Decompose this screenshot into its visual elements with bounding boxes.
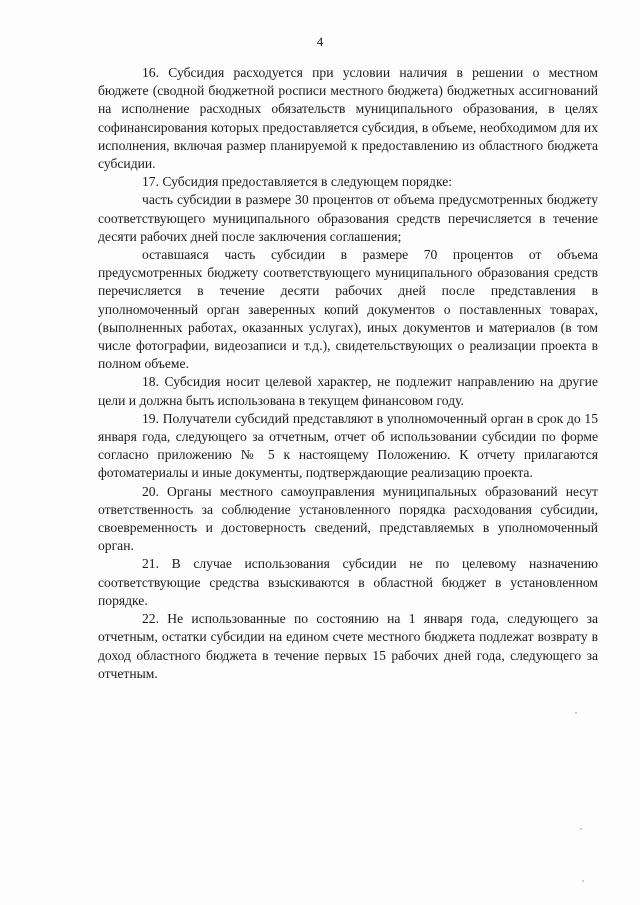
document-body bbox=[98, 64, 598, 683]
paragraph-18: 18. Субсидия носит целевой характер, не подлежит направлению на другие цели и должна быть использована в текущем финансовом году. bbox=[98, 374, 598, 408]
paragraph-22: 22. Не использованные по состоянию на 1 января года, следующего за отчетным, остатки субсидии на едином счете местного бюджета подлежат возврату в доход областного бюджета в течение первых 15 рабочих дней года, следующего за отчетным. bbox=[98, 611, 598, 681]
paragraph-16: 16. Субсидия расходуется при условии наличия в решении о местном бюджете (сводной бюджетной росписи местного бюджета) бюджетных ассигнований на исполнение расходных обязательств муниципального образования, в целях софинансирования которых предоставляется субсидия, в объеме, необходимом для их исполнения, включая размер планируемой к предоставлению из областного бюджета субсидии. bbox=[98, 65, 598, 172]
paragraph-20: 20. Органы местного самоуправления муниципальных образований несут ответственность за соблюдение установленного порядка расходования субсидии, своевременность и достоверность сведений, представляемых в уполномоченный орган. bbox=[98, 483, 598, 554]
scan-speck bbox=[580, 828, 582, 830]
paragraph-17-part-2: оставшаяся часть субсидии в размере 70 процентов от объема предусмотренных бюджету соответствующего муниципального образования средств перечисляется в течение десяти рабочих дней после представления в уполномоченный орган заверенных копий документов о поставленных товарах, (выполненных работах, оказанных услугах), иных документов и материалов (в том числе фотографии, видеозаписи и т.д.), свидетельствующих о реализации проекта в полном объеме. bbox=[98, 247, 598, 372]
scan-speck bbox=[582, 880, 584, 882]
paragraph-21: 21. В случае использования субсидии не по целевому назначению соответствующие средства взыскиваются в областной бюджет в установленном порядке. bbox=[98, 556, 598, 608]
page-number: 4 bbox=[316, 34, 324, 49]
paragraph-17: 17. Субсидия предоставляется в следующем порядке: bbox=[142, 174, 453, 190]
scan-speck bbox=[575, 712, 577, 714]
paragraph-17-part-1: часть субсидии в размере 30 процентов от объема предусмотренных бюджету соответствующего муниципального образования средств перечисляется в течение десяти рабочих дней после заключения соглашения; bbox=[98, 192, 598, 244]
paragraph-19: 19. Получатели субсидий представляют в уполномоченный орган в срок до 15 января года, следующего за отчетным, отчет об использовании субсидии по форме согласно приложению № 5 к настоящему Положению. К отчету прилагаются фотоматериалы и иные документы, подтверждающие реализацию проекта. bbox=[98, 410, 598, 481]
